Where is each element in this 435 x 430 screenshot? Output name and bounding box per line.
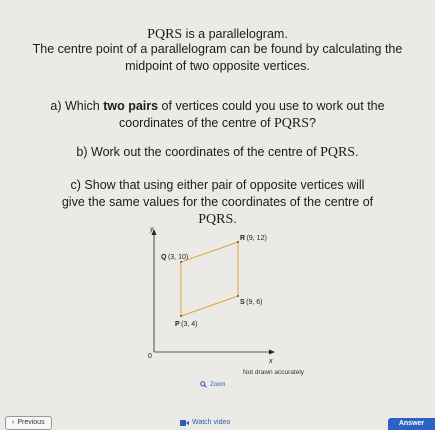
intro-sentence: The centre point of a parallelogram can be found by calculating the midpoint of two opposite vertices. — [32, 42, 403, 73]
origin-label: 0 — [148, 353, 152, 360]
x-axis-label: x — [269, 358, 273, 365]
diagram-svg — [140, 222, 300, 372]
magnifier-icon — [200, 381, 207, 388]
shape-name: PQRS — [320, 145, 356, 160]
question-c — [0, 177, 435, 228]
question-b — [0, 144, 435, 161]
vertex-p — [180, 315, 182, 317]
question-b-text: b) Work out the coordinates of the centre of — [76, 145, 321, 159]
vertex-r — [237, 241, 239, 243]
question-a-bold: two pairs — [103, 99, 159, 113]
question-a — [0, 98, 435, 132]
chevron-left-icon: ‹ — [12, 419, 15, 426]
vertex-s — [237, 295, 239, 297]
question-a-text: of vertices could you use to work out the coordinates of the centre of — [119, 99, 385, 130]
zoom-label: Zoom — [210, 381, 226, 388]
watch-video-label: Watch video — [192, 419, 231, 426]
vertex-q-label: Q (3, 10) — [161, 254, 189, 261]
video-icon — [180, 420, 189, 426]
title-text: is a parallelogram. — [182, 27, 288, 41]
vertex-s-label: S (9, 6) — [240, 299, 263, 306]
answer-button[interactable]: Answer — [388, 418, 435, 430]
question-b-end: . — [355, 145, 359, 159]
y-axis-label: y — [150, 226, 154, 233]
zoom-button[interactable] — [200, 381, 225, 388]
question-a-prefix: a) Which — [50, 99, 104, 113]
shape-name: PQRS — [198, 212, 234, 227]
vertex-q — [180, 261, 182, 263]
question-a-end: ? — [309, 116, 316, 130]
x-axis-arrow-icon — [269, 350, 275, 355]
shape-name: PQRS — [147, 27, 183, 42]
diagram-note: Not drawn accurately — [243, 369, 305, 376]
previous-label: Previous — [17, 419, 45, 426]
question-c-text: c) Show that using either pair of opposite vertices will give the same values for the coordinates of the centre of — [61, 178, 374, 209]
intro-text — [0, 41, 435, 75]
previous-button[interactable] — [5, 416, 52, 430]
bottom-bar — [0, 414, 435, 427]
watch-video-button[interactable] — [180, 419, 230, 426]
vertex-r-label: R (9, 12) — [240, 235, 267, 242]
vertex-p-label: P (3, 4) — [175, 321, 198, 328]
parallelogram-diagram — [140, 222, 300, 372]
parallelogram-shape — [181, 242, 238, 316]
question-c-end: . — [233, 212, 237, 226]
shape-name: PQRS — [273, 116, 310, 131]
